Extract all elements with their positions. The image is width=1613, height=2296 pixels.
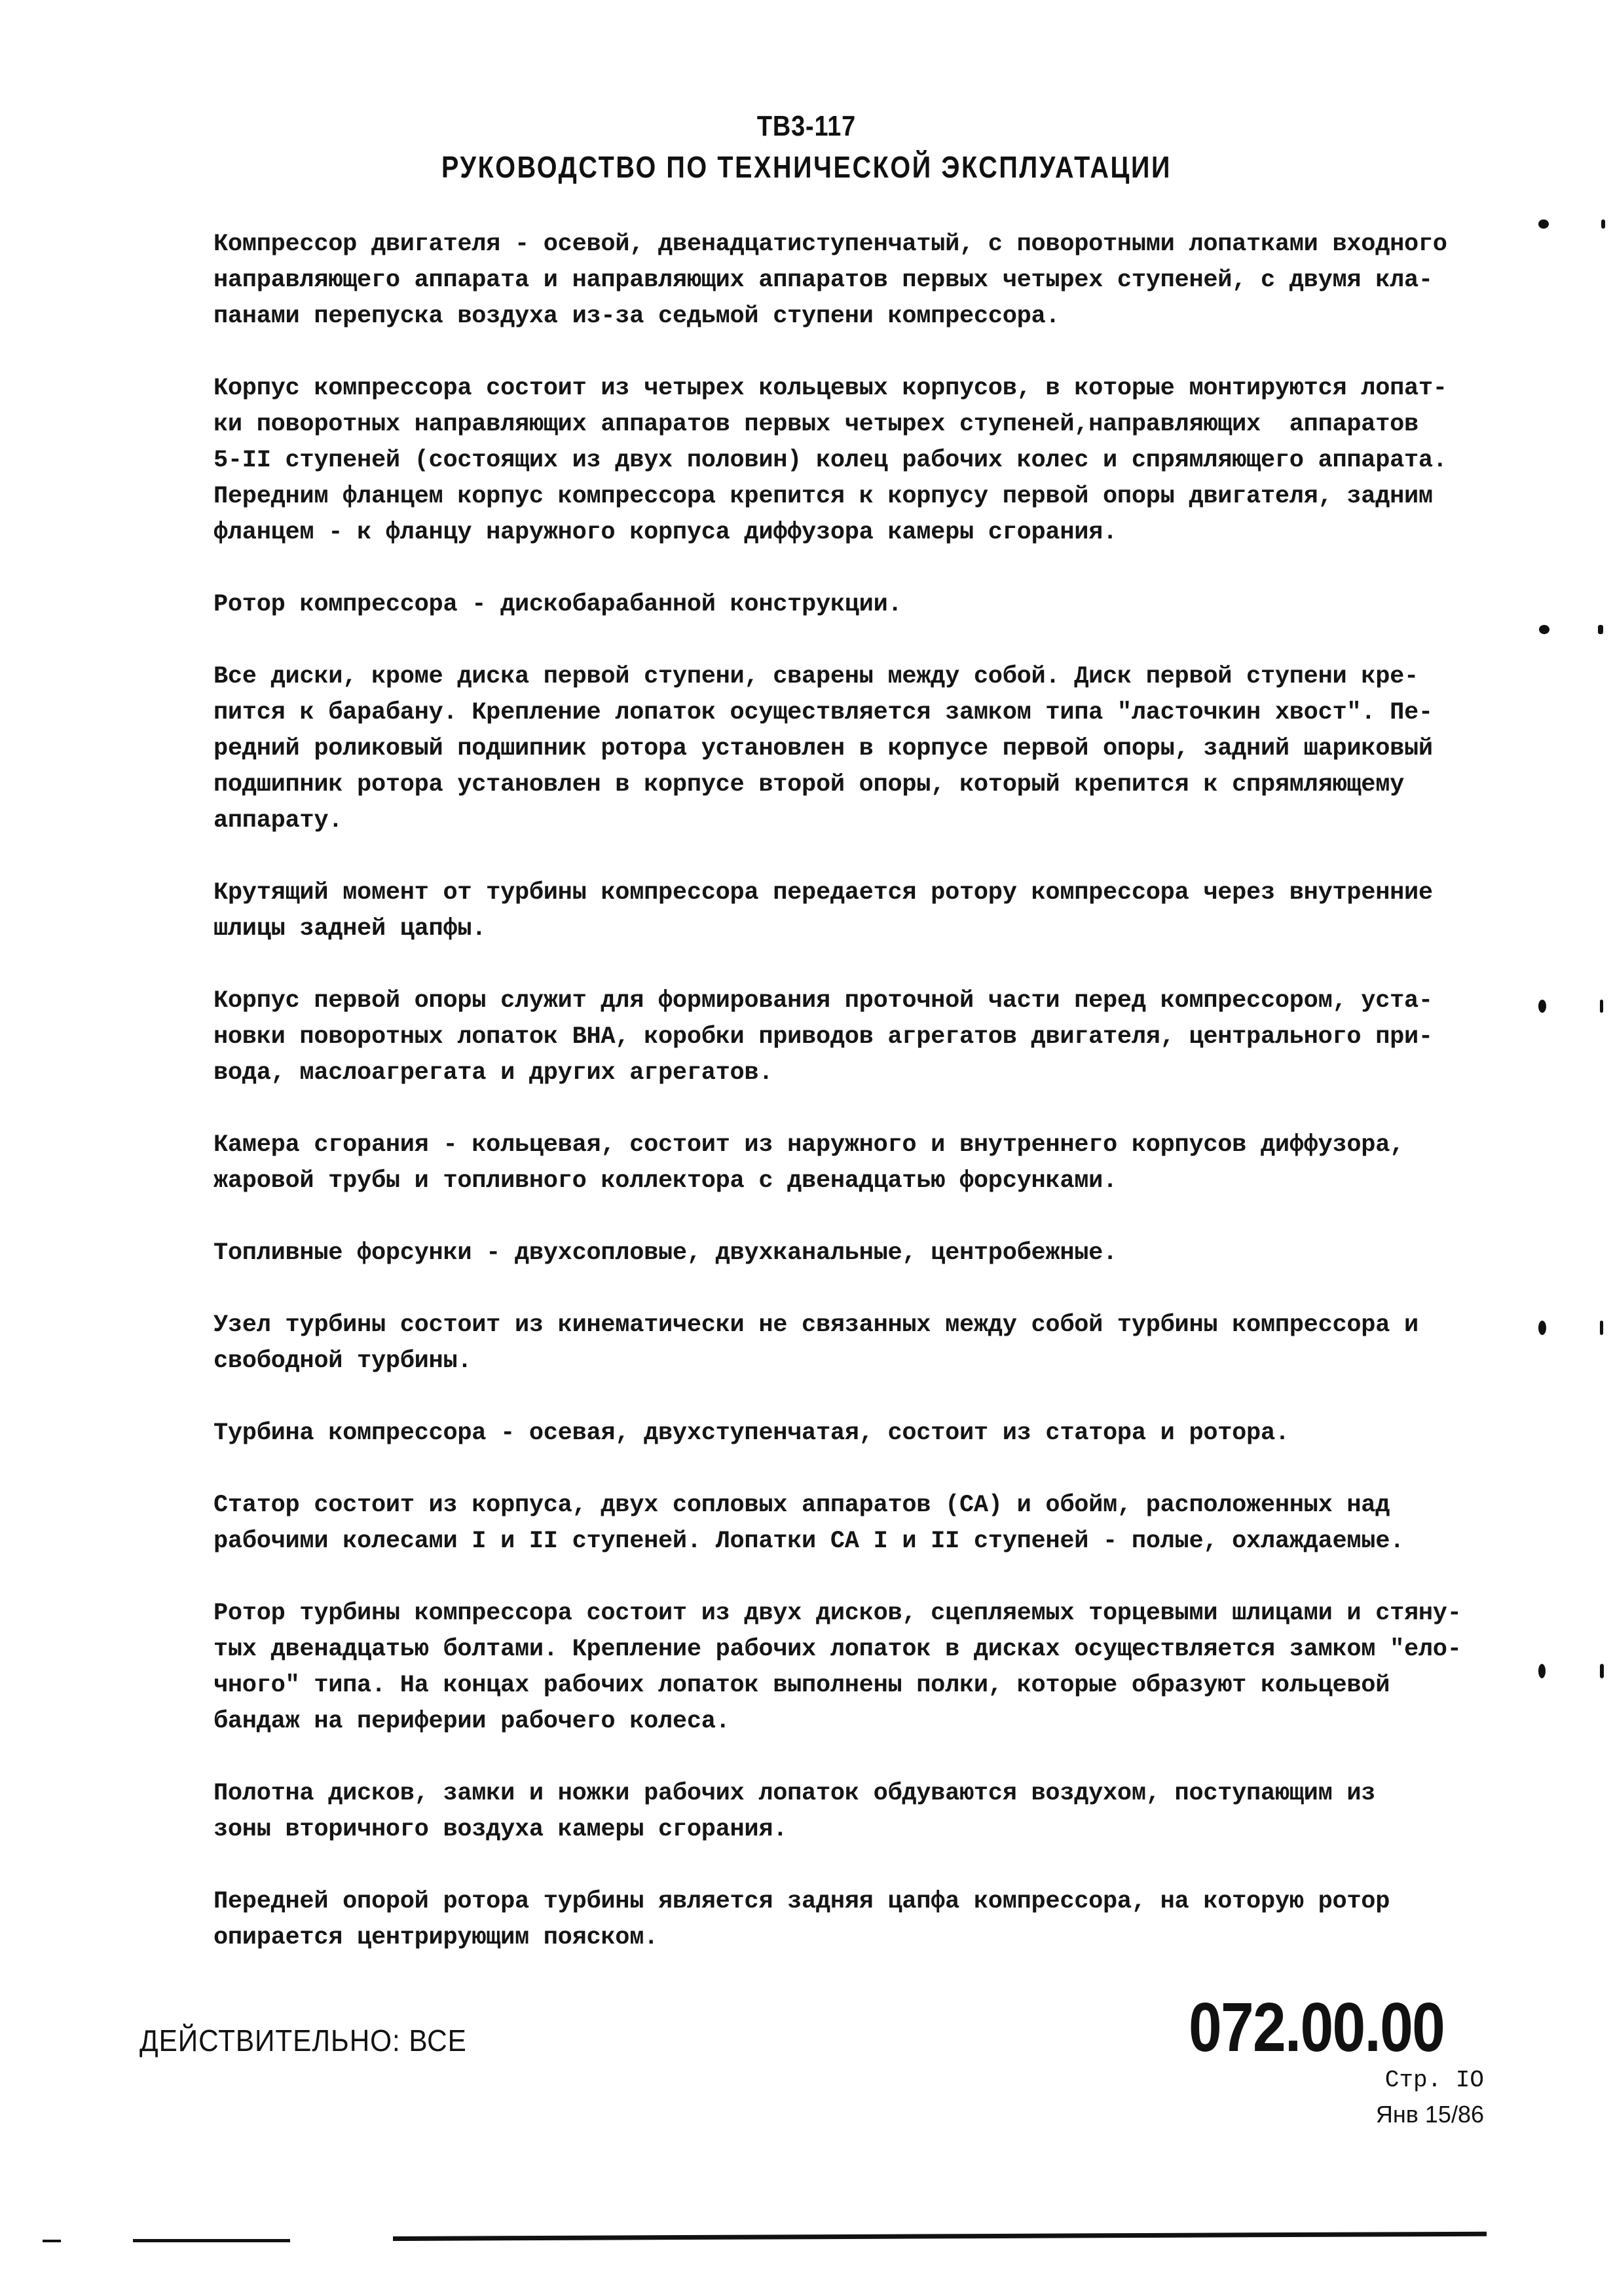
paragraph-turbine-rotor <box>213 1596 1523 1740</box>
text-line: жаровой трубы и топливного коллектора с двенадцатью форсунками. <box>213 1167 1117 1195</box>
text-line: Все диски, кроме диска первой ступени, сварены между собой. Диск первой ступени кре- <box>213 663 1418 690</box>
text-line: новки поворотных лопаток ВНА, коробки приводов агрегатов двигателя, центрального при- <box>213 1023 1433 1051</box>
text-line: рабочими колесами I и II ступеней. Лопатки СА I и II ступеней - полые, охлаждаемые. <box>213 1528 1405 1555</box>
text-line: бандаж на периферии рабочего колеса. <box>213 1708 730 1735</box>
text-line: Узел турбины состоит из кинематически не связанных между собой турбины компрессора и <box>213 1311 1418 1339</box>
text-line: тых двенадцатью болтами. Крепление рабочих лопаток в дисках осуществляется замком "ело- <box>213 1636 1462 1663</box>
text-line: аппарату. <box>213 807 343 835</box>
text-line: 5-II ступеней (состоящих из двух половин) колец рабочих колес и спрямляющего аппарата. <box>213 447 1447 474</box>
text-line: Топливные форсунки - двухсопловые, двухканальные, центробежные. <box>213 1239 1117 1267</box>
text-line: Ротор турбины компрессора состоит из двух дисков, сцепляемых торцевыми шлицами и стяну- <box>213 1600 1462 1627</box>
text-line: чного" типа. На концах рабочих лопаток выполнены полки, которые образуют кольцевой <box>213 1672 1390 1699</box>
page-number: Стр. IО <box>1384 2067 1484 2094</box>
text-line: Ротор компрессора - дискобарабанной конструкции. <box>213 591 902 618</box>
paragraph-first-support <box>213 983 1523 1091</box>
text-line: Передним фланцем корпус компрессора крепится к корпусу первой опоры двигателя, задним <box>213 483 1433 510</box>
bottom-rule <box>393 2232 1487 2241</box>
paragraph-combustion-chamber <box>213 1127 1523 1199</box>
text-line: Корпус компрессора состоит из четырех кольцевых корпусов, в которые монтируются лопат- <box>213 375 1447 402</box>
paragraph-disc-cooling <box>213 1776 1523 1848</box>
text-line: подшипник ротора установлен в корпусе второй опоры, который крепится к спрямляющему <box>213 771 1405 799</box>
text-line: пится к барабану. Крепление лопаток осуществляется замком типа "ласточкин хвост". Пе- <box>213 699 1433 726</box>
binder-hole-mark <box>1539 625 1549 634</box>
text-line: фланцем - к фланцу наружного корпуса диффузора камеры сгорания. <box>213 519 1117 546</box>
paragraph-torque <box>213 875 1523 947</box>
text-line: панами перепуска воздуха из-за седьмой ступени компрессора. <box>213 303 1060 330</box>
section-code: 072.00.00 <box>1189 1989 1445 2066</box>
text-line: редний роликовый подшипник ротора установлен в корпусе первой опоры, задний шариковый <box>213 735 1433 762</box>
text-line: вода, маслоагрегата и других агрегатов. <box>213 1059 773 1087</box>
text-line: Компрессор двигателя - осевой, двенадцатиступенчатый, с поворотными лопатками входного <box>213 231 1447 258</box>
text-line: Корпус первой опоры служит для формирования проточной части перед компрессором, уста- <box>213 987 1433 1015</box>
validity-note: ДЕЙСТВИТЕЛЬНО: ВСЕ <box>139 2023 467 2058</box>
text-line: Крутящий момент от турбины компрессора передается ротору компрессора через внутренние <box>213 879 1433 907</box>
paragraph-compressor <box>213 227 1523 335</box>
text-line: Турбина компрессора - осевая, двухступенчатая, состоит из статора и ротора. <box>213 1420 1289 1447</box>
text-line: Статор состоит из корпуса, двух сопловых аппаратов (СА) и обойм, расположенных над <box>213 1492 1390 1519</box>
text-line: зоны вторичного воздуха камеры сгорания. <box>213 1816 788 1843</box>
text-line: свободной турбины. <box>213 1347 472 1375</box>
binder-hole-mark <box>1600 1321 1603 1335</box>
engine-model-heading: ТВ3-117 <box>756 110 857 142</box>
revision-date: Янв 15/86 <box>1375 2101 1484 2128</box>
text-line: направляющего аппарата и направляющих аппаратов первых четырех ступеней, с двумя кла- <box>213 267 1433 294</box>
text-line: опирается центрирующим пояском. <box>213 1924 659 1951</box>
manual-title-heading: РУКОВОДСТВО ПО ТЕХНИЧЕСКОЙ ЭКСПЛУАТАЦИИ <box>441 150 1172 184</box>
binder-hole-mark <box>1600 1000 1603 1013</box>
paragraph-stator <box>213 1488 1523 1560</box>
text-line: Камера сгорания - кольцевая, состоит из наружного и внутреннего корпусов диффузора, <box>213 1131 1405 1159</box>
binder-hole-mark <box>1598 625 1603 634</box>
paragraph-compressor-turbine <box>213 1416 1523 1452</box>
paragraph-compressor-casing <box>213 371 1523 551</box>
text-line: шлицы задней цапфы. <box>213 915 487 943</box>
document-body <box>213 227 1523 1992</box>
binder-hole-mark <box>1538 1000 1546 1013</box>
binder-hole-mark <box>1538 219 1549 229</box>
binder-hole-mark <box>1538 1321 1546 1335</box>
paragraph-turbine-assembly <box>213 1308 1523 1380</box>
text-line: Полотна дисков, замки и ножки рабочих лопаток обдуваются воздухом, поступающим из <box>213 1780 1376 1807</box>
binder-hole-mark <box>1600 1664 1604 1678</box>
paragraph-compressor-rotor <box>213 587 1523 623</box>
binder-hole-mark <box>1538 1664 1546 1678</box>
bottom-rule-segment <box>43 2240 61 2242</box>
text-line: ки поворотных направляющих аппаратов первых четырех ступеней,направляющих аппаратов <box>213 411 1418 438</box>
paragraph-fuel-nozzles <box>213 1235 1523 1271</box>
binder-hole-mark <box>1601 219 1605 229</box>
paragraph-discs <box>213 659 1523 839</box>
bottom-rule-segment <box>133 2239 290 2242</box>
paragraph-front-support <box>213 1884 1523 1956</box>
text-line: Передней опорой ротора турбины является задняя цапфа компрессора, на которую ротор <box>213 1888 1390 1915</box>
